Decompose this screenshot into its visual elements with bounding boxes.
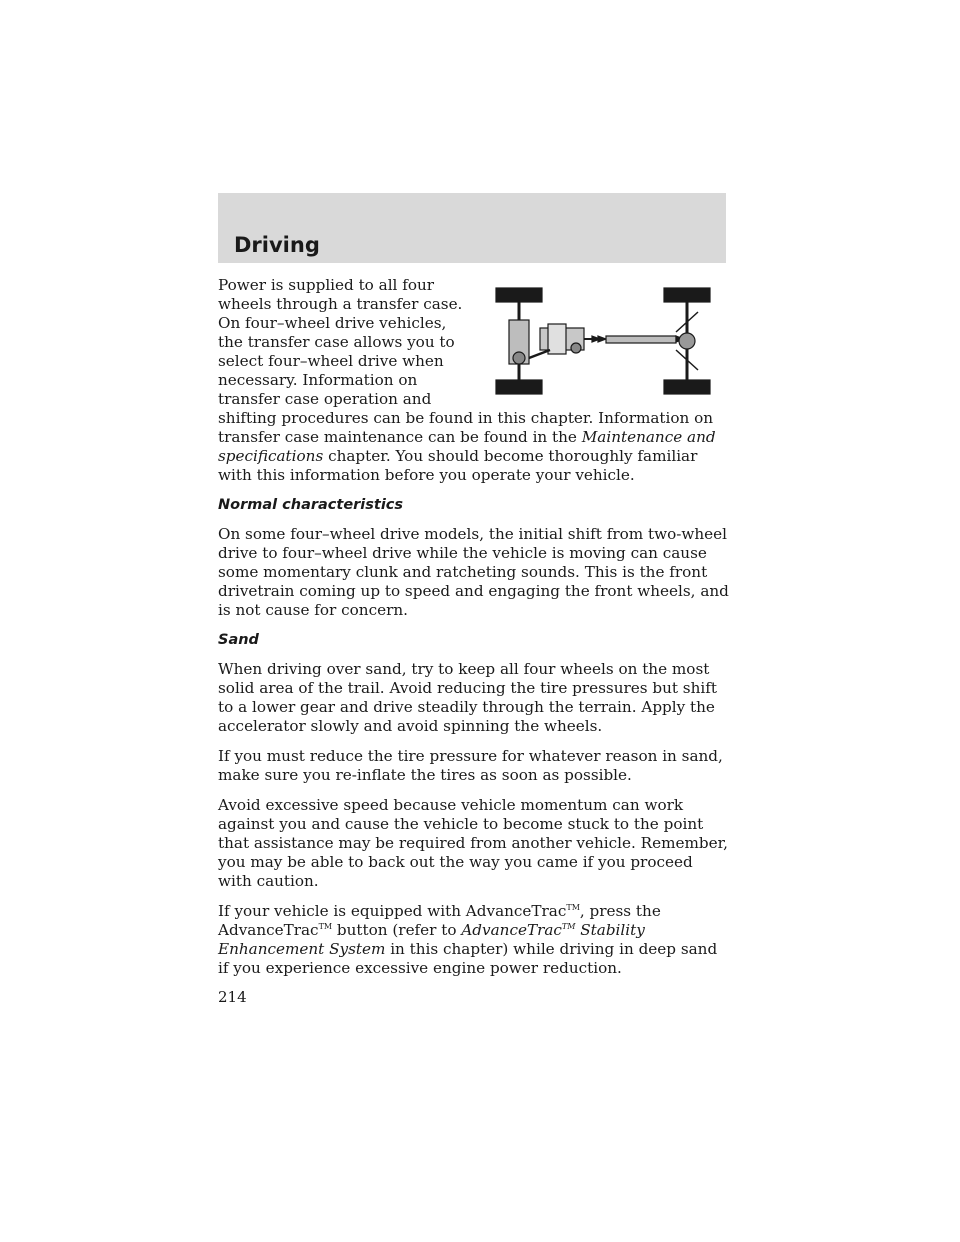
section-heading-sand: Sand bbox=[218, 632, 259, 648]
paragraph: If you must reduce the tire pressure for whatever reason in sand, make sure you re-inflate the tires as soon as possible. bbox=[218, 747, 723, 784]
section-heading-normal: Normal characteristics bbox=[218, 497, 404, 513]
paragraph: When driving over sand, try to keep all four wheels on the most solid area of the trail. Avoid reducing the tire pressures but shift to a lower gear and drive steadily through the terrain. Apply the accelerator slowly and avoid spinning the wheels. bbox=[218, 660, 717, 735]
page-content bbox=[218, 276, 730, 989]
page-number: 214 bbox=[218, 988, 247, 1006]
maintenance-reference: Maintenance and specifications bbox=[218, 428, 716, 465]
advancetrac-paragraph: If your vehicle is equipped with AdvanceTrac™, press the AdvanceTrac™ button (refer to AdvanceTrac™ Stability Enhancement System in this chapter) while driving in deep sand if you experience excessive engine power reduction. bbox=[218, 902, 718, 977]
paragraph: On some four–wheel drive models, the initial shift from two-wheel drive to four–wheel drive while the vehicle is moving can cause some momentary clunk and ratcheting sounds. This is the front drivetrain coming up to speed and engaging the front wheels, and is not cause for concern. bbox=[218, 525, 729, 619]
drivetrain-diagram-icon bbox=[480, 280, 730, 402]
intro-paragraph: Power is supplied to all four wheels through a transfer case. On four–wheel drive vehicles, the transfer case allows you to select four–wheel drive when necessary. Information on transfer case operation and shifting procedures can be found in this chapter. Information on transfer case maintenance can be found in the Maintenance and specifications chapter. You should become thoroughly familiar with this information before you operate your vehicle. bbox=[218, 276, 716, 484]
trademark-mark: TM bbox=[318, 921, 333, 931]
advancetrac-reference: AdvanceTrac™ Stability Enhancement System bbox=[218, 921, 645, 958]
trademark-mark: TM bbox=[566, 902, 580, 912]
paragraph: Avoid excessive speed because vehicle momentum can work against you and cause the vehicle to become stuck to the point that assistance may be required from another vehicle. Remember, you may be able to back out the way you came if you proceed with caution. bbox=[218, 796, 728, 890]
chapter-header bbox=[218, 193, 726, 263]
chapter-title: Driving bbox=[234, 233, 320, 257]
trademark-mark: TM bbox=[561, 921, 576, 931]
